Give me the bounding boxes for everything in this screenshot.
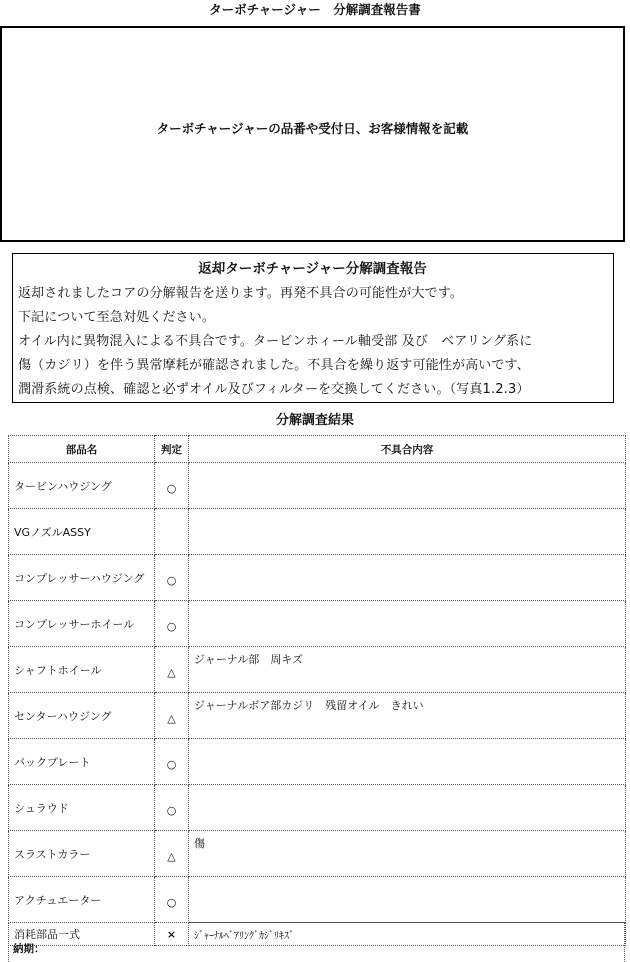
- document-title: ターボチャージャー 分解調査報告書: [209, 2, 421, 17]
- part-name: アクチュエーター: [9, 877, 155, 923]
- report-line: オイル内に異物混入による不具合です。タービンホィール軸受部 及び ベアリング系に: [18, 334, 533, 349]
- defect-detail: 傷: [189, 831, 626, 877]
- judgement-mark: △: [167, 850, 176, 863]
- part-name: シャフトホイール: [9, 647, 155, 693]
- part-name: VGノズルASSY: [9, 509, 155, 555]
- part-name: タービンハウジング: [9, 463, 155, 509]
- judgement-mark: ○: [166, 804, 177, 817]
- report-line: 下記について至急対処ください。: [18, 310, 215, 325]
- customer-info-box: [0, 26, 625, 242]
- judgement-mark: △: [167, 712, 176, 725]
- part-name: バックプレート: [9, 739, 155, 785]
- defect-detail: [189, 785, 626, 831]
- part-name: センターハウジング: [9, 693, 155, 739]
- report-line: 潤滑系統の点検、確認と必ずオイル及びフィルターを交換してください。（写真1.2.3）: [18, 382, 530, 397]
- table-row: [9, 509, 626, 555]
- table-row: [9, 877, 626, 923]
- table-row: [9, 739, 626, 785]
- judgement-mark: ×: [166, 927, 177, 941]
- table-row: [9, 555, 626, 601]
- defect-detail: ジャーナルボア部カジリ 残留オイル きれい: [189, 693, 626, 739]
- header-part: 部品名: [9, 436, 155, 463]
- report-line: 傷（カジリ）を伴う異常摩耗が確認されました。不具合を繰り返す可能性が高いです、: [18, 358, 530, 373]
- results-table: [8, 435, 626, 946]
- defect-detail: [189, 555, 626, 601]
- part-name: コンプレッサーハウジング: [9, 555, 155, 601]
- table-row: [9, 785, 626, 831]
- part-name: コンプレッサーホイール: [9, 601, 155, 647]
- judgement-mark: △: [167, 666, 176, 679]
- results-title: 分解調査結果: [275, 413, 354, 428]
- judgement-mark: ○: [166, 574, 177, 587]
- defect-detail: ｼﾞｬｰﾅﾙﾍﾞｱﾘﾝｸﾞｶｼﾞﾘｷｽﾞ: [189, 923, 626, 946]
- judgement-mark: ○: [166, 482, 177, 495]
- table-row: [9, 647, 626, 693]
- part-name: スラストカラー: [9, 831, 155, 877]
- report-line: 返却されましたコアの分解報告を送ります。再発不具合の可能性が大です。: [18, 286, 464, 301]
- delivery-box: [8, 922, 625, 962]
- judgement-mark: ○: [166, 758, 177, 771]
- judgement-mark: ○: [166, 896, 177, 909]
- table-row: [9, 463, 626, 509]
- table-row: [9, 693, 626, 739]
- header-defect: 不具合内容: [189, 436, 626, 463]
- part-name: シュラウド: [9, 785, 155, 831]
- table-row: [9, 601, 626, 647]
- report-box: [12, 253, 614, 403]
- report-title: 返却ターボチャージャー分解調査報告: [198, 261, 427, 277]
- delivery-label: 納期：: [13, 943, 45, 955]
- defect-detail: [189, 601, 626, 647]
- defect-detail: [189, 739, 626, 785]
- table-row: [9, 831, 626, 877]
- defect-detail: [189, 463, 626, 509]
- part-name: 消耗部品一式: [9, 923, 155, 946]
- customer-info-placeholder: ターボチャージャーの品番や受付日、お客様情報を記載: [156, 121, 469, 136]
- header-judgement: 判定: [155, 436, 189, 463]
- defect-detail: [189, 877, 626, 923]
- defect-detail: ジャーナル部 周キズ: [189, 647, 626, 693]
- judgement-mark: ○: [166, 620, 177, 633]
- table-header-row: [9, 436, 626, 463]
- defect-detail: [189, 509, 626, 555]
